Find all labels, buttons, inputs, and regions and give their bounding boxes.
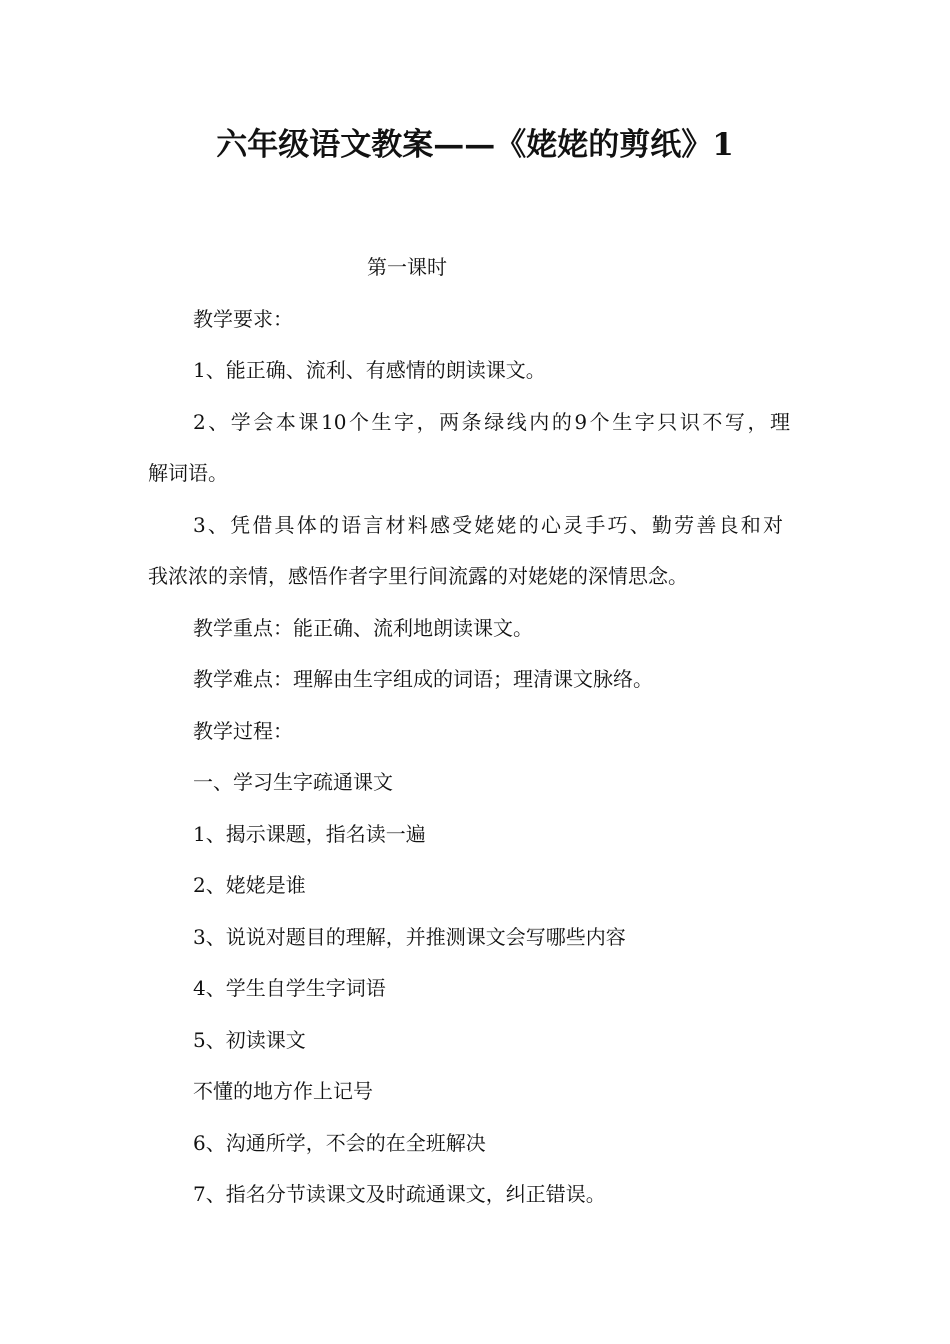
process-step-7: 7、指名分节读课文及时疏通课文，纠正错误。 bbox=[193, 1182, 606, 1206]
process-step-6: 6、沟通所学，不会的在全班解决 bbox=[193, 1131, 486, 1155]
process-step-4: 4、学生自学生字词语 bbox=[193, 976, 386, 1000]
requirement-3-line-1: 3、凭借具体的语言材料感受姥姥的心灵手巧、勤劳善良和对 bbox=[193, 513, 783, 537]
requirement-2-line-2: 解词语。 bbox=[148, 461, 228, 485]
section-heading: 第一课时 bbox=[367, 255, 447, 279]
requirement-2-line-1: 2、学会本课10个生字，两条绿线内的9个生字只识不写，理 bbox=[193, 410, 790, 434]
teaching-requirements-label: 教学要求： bbox=[193, 307, 293, 331]
process-part-1-heading: 一、学习生字疏通课文 bbox=[193, 770, 393, 794]
teaching-difficulty: 教学难点：理解由生字组成的词语；理清课文脉络。 bbox=[193, 667, 653, 691]
process-step-2: 2、姥姥是谁 bbox=[193, 873, 306, 897]
requirement-1: 1、能正确、流利、有感情的朗读课文。 bbox=[193, 358, 546, 382]
process-step-5-note: 不懂的地方作上记号 bbox=[193, 1079, 373, 1103]
document-title: 六年级语文教案——《姥姥的剪纸》1 bbox=[216, 127, 734, 163]
process-step-1: 1、揭示课题，指名读一遍 bbox=[193, 822, 426, 846]
process-step-3: 3、说说对题目的理解，并推测课文会写哪些内容 bbox=[193, 925, 626, 949]
requirement-3-line-2: 我浓浓的亲情，感悟作者字里行间流露的对姥姥的深情思念。 bbox=[148, 564, 688, 588]
teaching-focus: 教学重点：能正确、流利地朗读课文。 bbox=[193, 616, 533, 640]
process-step-5: 5、初读课文 bbox=[193, 1028, 306, 1052]
teaching-process-label: 教学过程： bbox=[193, 719, 293, 743]
